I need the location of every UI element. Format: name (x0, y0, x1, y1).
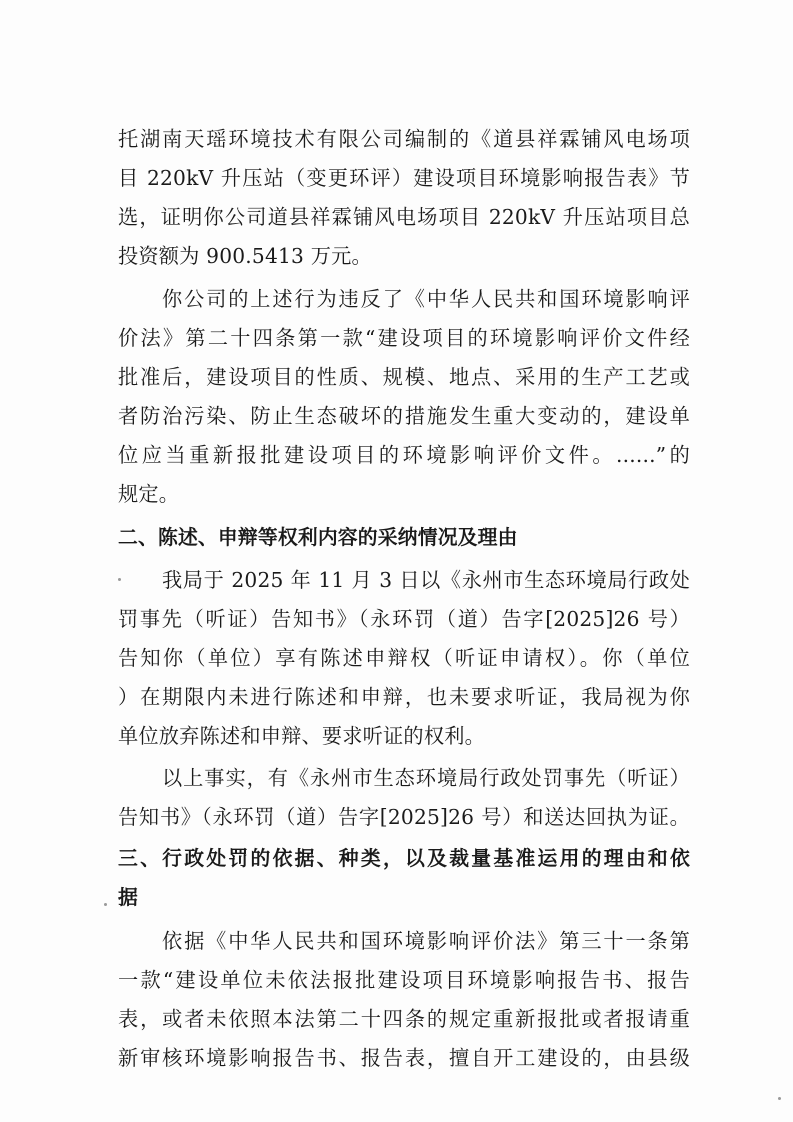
section-heading: 二、陈述、申辩等权利内容的采纳情况及理由 (118, 526, 518, 549)
section-heading: 三、行政处罚的依据、种类，以及裁量基准运用的理由和依 (118, 847, 690, 870)
body-text-line: 一款“建设单位未依法报批建设项目环境影响报告书、报告 (118, 968, 690, 992)
scan-speck (118, 578, 121, 581)
body-text-line: ）在期限内未进行陈述和申辩，也未要求听证，我局视为你 (118, 685, 690, 709)
body-text-line: 选，证明你公司道县祥霖铺风电场项目 220kV 升压站项目总 (118, 205, 690, 229)
body-text-line: 新审核环境影响报告书、报告表，擅自开工建设的，由县级 (118, 1046, 690, 1070)
body-text-line: 价法》第二十四条第一款“建设项目的环境影响评价文件经 (118, 326, 690, 350)
body-text-line: 告知你（单位）享有陈述申辩权（听证申请权）。你（单位 (118, 646, 690, 670)
scan-speck (104, 903, 107, 906)
body-text-line: 托湖南天瑶环境技术有限公司编制的《道县祥霖铺风电场项 (118, 127, 690, 151)
paragraph-first-line: 以上事实，有《永州市生态环境局行政处罚事先（听证） (162, 766, 690, 790)
body-text-line: 告知书》（永环罚（道）告字[2025]26 号）和送达回执为证。 (118, 805, 690, 829)
body-text-line: 批准后，建设项目的性质、规模、地点、采用的生产工艺或 (118, 365, 690, 389)
body-text-line: 规定。 (118, 482, 180, 506)
body-text-line: 罚事先（听证）告知书》（永环罚（道）告字[2025]26 号） (118, 607, 690, 631)
body-text-line: 位应当重新报批建设项目的环境影响评价文件。......”的 (118, 443, 690, 467)
body-text-line: 表，或者未依照本法第二十四条的规定重新报批或者报请重 (118, 1007, 690, 1031)
scan-speck (778, 1097, 781, 1100)
section-heading-continuation: 据 (118, 886, 138, 909)
body-text-line: 目 220kV 升压站（变更环评）建设项目环境影响报告表》节 (118, 166, 690, 190)
paragraph-first-line: 我局于 2025 年 11 月 3 日以《永州市生态环境局行政处 (162, 568, 690, 592)
paragraph-first-line: 依据《中华人民共和国环境影响评价法》第三十一条第 (162, 929, 690, 953)
body-text-line: 单位放弃陈述和申辩、要求听证的权利。 (118, 724, 485, 748)
body-text-line: 投资额为 900.5413 万元。 (118, 244, 372, 268)
body-text-line: 者防治污染、防止生态破坏的措施发生重大变动的，建设单 (118, 404, 690, 428)
paragraph-first-line: 你公司的上述行为违反了《中华人民共和国环境影响评 (162, 287, 690, 311)
